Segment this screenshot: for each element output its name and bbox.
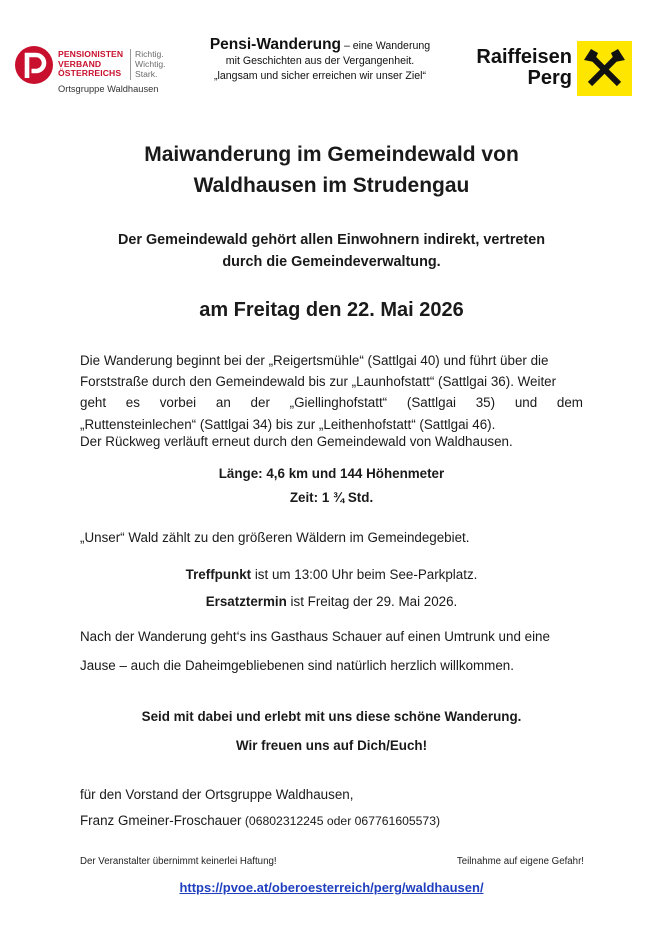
page-title: Maiwanderung im Gemeindewald von Waldhausen im Strudengau — [144, 143, 519, 197]
raiffeisen-gable-cross-icon — [577, 41, 632, 96]
route-line-3: geht es vorbei an der „Giellinghofstatt“ (Sattlgai 35) und dem — [80, 395, 583, 411]
pvoe-org-name: PENSIONISTEN VERBAND ÖSTERREICHS — [58, 49, 124, 79]
header-center-text — [175, 37, 465, 84]
pvoe-group-name: Ortsgruppe Waldhausen — [58, 84, 159, 94]
route-description — [80, 350, 583, 435]
signer-phones: (06802312245 oder 067761605573) — [241, 814, 441, 828]
hike-time: Zeit: 1 ¾ Std. — [289, 490, 374, 505]
website-link[interactable]: https://pvoe.at/oberoesterreich/perg/waldhausen/ — [179, 880, 484, 895]
header-line-2: mit Geschichten aus der Vergangenheit. — [225, 55, 415, 67]
subtitle: Der Gemeindewald gehört allen Einwohnern indirekt, vertreten durch die Gemeindeverwaltung. — [117, 232, 546, 270]
header-title-suffix: – eine Wanderung — [341, 40, 431, 52]
route-line-4: „Ruttensteinlechen“ (Sattlgai 34) bis zur „Leithenhofstatt“ (Sattlgai 46). — [80, 416, 496, 432]
route-line-2: Forststraße durch den Gemeindewald bis zur „Launhofstatt“ (Sattlgai 36). Weiter — [80, 374, 557, 390]
signer — [80, 811, 583, 831]
pvoe-divider — [130, 49, 131, 80]
alternate-date — [80, 592, 583, 612]
closing-line-2: Wir freuen uns auf Dich/Euch! — [235, 738, 428, 753]
header-title: Pensi-Wanderung — [209, 36, 342, 53]
raiffeisen-logo-text: Raiffeisen Perg — [476, 46, 572, 89]
alternate-label: Ersatztermin — [205, 594, 287, 609]
hike-length: Länge: 4,6 km und 144 Höhenmeter — [218, 466, 445, 481]
header-line-3: „langsam und sicher erreichen wir unser Ziel“ — [214, 70, 426, 82]
signoff: für den Vorstand der Ortsgruppe Waldhausen, — [80, 787, 354, 802]
raiffeisen-logo — [466, 41, 636, 99]
return-route: Der Rückweg verläuft erneut durch den Gemeindewald von Waldhausen. — [80, 434, 513, 449]
meeting-text: ist um 13:00 Uhr beim See-Parkplatz. — [251, 567, 478, 582]
disclaimer-left: Der Veranstalter übernimmt keinerlei Haftung! — [80, 856, 277, 867]
pvoe-logo — [14, 45, 174, 97]
pvoe-slogan: Richtig. Wichtig. Stark. — [135, 49, 166, 80]
pvoe-p-logo-icon — [14, 45, 54, 85]
meeting-label: Treffpunkt — [185, 567, 252, 582]
alternate-text: ist Freitag der 29. Mai 2026. — [286, 594, 458, 609]
after-hike-line-1: Nach der Wanderung geht‘s ins Gasthaus Schauer auf einen Umtrunk und eine — [80, 629, 550, 644]
event-date: am Freitag den 22. Mai 2026 — [199, 299, 464, 321]
signer-name: Franz Gmeiner-Froschauer — [80, 813, 242, 828]
disclaimer-right: Teilnahme auf eigene Gefahr! — [456, 856, 584, 867]
meeting-point — [80, 565, 583, 585]
closing-line-1: Seid mit dabei und erlebt mit uns diese schöne Wanderung. — [141, 709, 522, 724]
after-hike-line-2: Jause – auch die Daheimgebliebenen sind natürlich herzlich willkommen. — [80, 658, 514, 673]
header-title-line — [175, 37, 465, 54]
forest-note: „Unser“ Wald zählt zu den größeren Wäldern im Gemeindegebiet. — [80, 530, 470, 545]
route-line-1: Die Wanderung beginnt bei der „Reigertsmühle“ (Sattlgai 40) und führt über die — [80, 353, 549, 368]
